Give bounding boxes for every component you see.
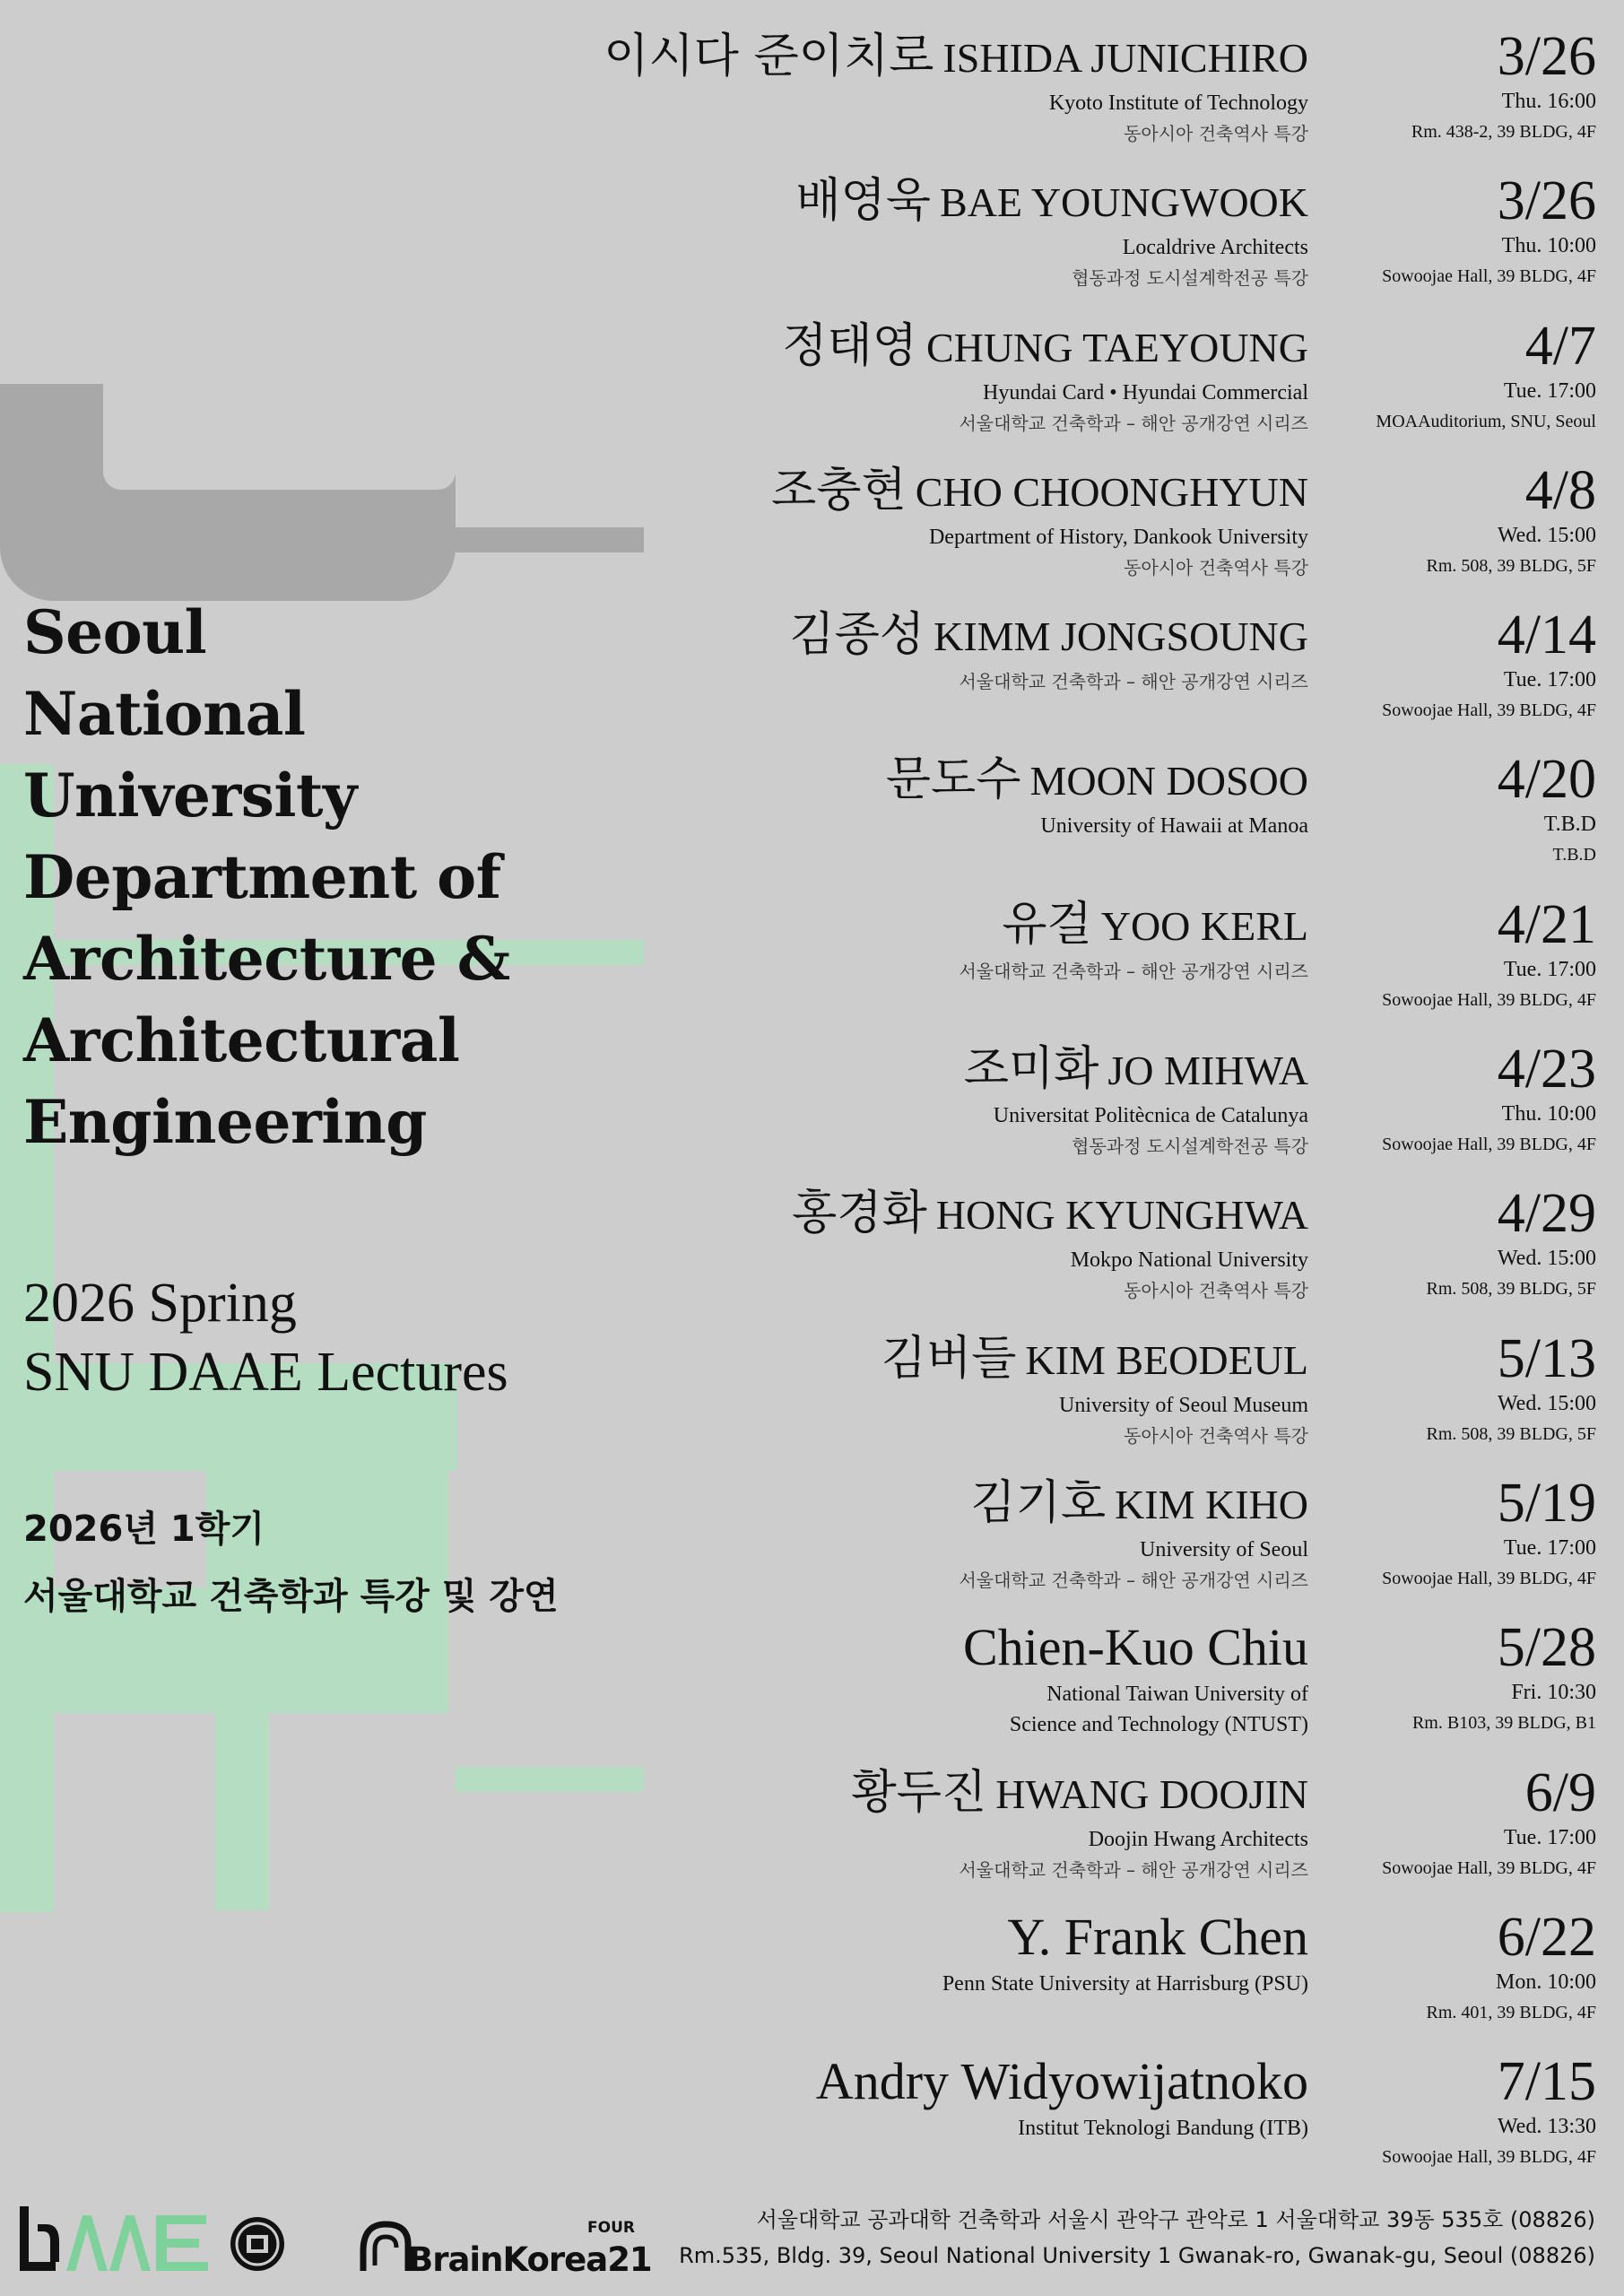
department-line: Architectural [23, 1005, 460, 1075]
speaker-name-english: HONG KYUNGHWA [935, 1192, 1308, 1239]
speaker-name-english: Andry Widyowijatnoko [815, 2052, 1308, 2111]
speaker-name-korean: 조충현 [771, 463, 907, 517]
lecture-time: Thu. 16:00 [1501, 90, 1596, 113]
speaker-affiliation: University of Seoul [1140, 1537, 1308, 1561]
lecture-time: Fri. 10:30 [1511, 1681, 1596, 1705]
lecture-series: 협동과정 도시설계학전공 특강 [1072, 267, 1308, 290]
lecture-entry [502, 1618, 1596, 1762]
snu-emblem-icon [230, 2217, 284, 2271]
lecture-time: Mon. 10:00 [1495, 1970, 1596, 1994]
speaker-affiliation: National Taiwan University of [1046, 1683, 1308, 1707]
brainkorea-head-icon [363, 2224, 408, 2271]
korean-title [23, 1496, 559, 1631]
lecture-date: 3/26 [1497, 26, 1596, 87]
speaker-affiliation: Mokpo National University [1070, 1248, 1308, 1273]
lecture-series: 동아시아 건축역사 특강 [1124, 1424, 1308, 1447]
speaker-name [501, 750, 1308, 811]
speaker-affiliation: Localdrive Architects [1122, 236, 1308, 260]
lecture-speaker-info [501, 1184, 1308, 1306]
lecture-entry [502, 27, 1596, 171]
address-korean: 서울대학교 공과대학 건축학과 서울시 관악구 관악로 1 서울대학교 39동 535호 (08826) [756, 2207, 1595, 2232]
speaker-name-english: BAE YOUNGWOOK [940, 179, 1308, 226]
lecture-entry [502, 895, 1596, 1039]
lecture-speaker-info [501, 171, 1308, 293]
lecture-entry [502, 2052, 1596, 2196]
speaker-name-korean: 조미화 [963, 1042, 1099, 1097]
speaker-affiliation: Doojin Hwang Architects [1088, 1827, 1308, 1851]
lecture-speaker-info [501, 605, 1308, 697]
speaker-name [501, 895, 1308, 956]
lecture-room: Sowoojae Hall, 39 BLDG, 4F [1382, 266, 1596, 287]
lecture-schedule [1318, 750, 1596, 870]
department-line: National [23, 679, 306, 749]
speaker-name-english: ISHIDA JUNICHIRO [942, 35, 1308, 81]
lecture-entry [502, 750, 1596, 894]
lecture-time: Tue. 17:00 [1503, 957, 1596, 981]
speaker-name-english: Chien-Kuo Chiu [962, 1618, 1308, 1677]
lecture-date: 6/9 [1524, 1761, 1596, 1823]
korean-title-line: 서울대학교 건축학과 특강 및 강연 [23, 1576, 559, 1617]
lecture-schedule [1318, 1908, 1596, 2028]
speaker-name [501, 2052, 1308, 2113]
lecture-date: 5/13 [1497, 1327, 1596, 1389]
lecture-room: Sowoojae Hall, 39 BLDG, 4F [1382, 1568, 1596, 1588]
address-footer [679, 2202, 1595, 2274]
lecture-speaker-info [501, 1329, 1308, 1451]
lecture-room: Rm. 401, 39 BLDG, 4F [1426, 2002, 1596, 2022]
lecture-series: 동아시아 건축역사 특강 [1124, 1280, 1308, 1302]
lecture-entry [502, 1329, 1596, 1474]
speaker-affiliation: Universitat Politècnica de Catalunya [993, 1104, 1308, 1128]
speaker-name-korean: 김기호 [970, 1475, 1107, 1530]
speaker-name-english: YOO KERL [1100, 902, 1308, 949]
speaker-affiliation: Penn State University at Harrisburg (PSU) [942, 1971, 1308, 1996]
four-logo-text: FOUR [587, 2219, 635, 2237]
lecture-series: 서울대학교 건축학과 – 해안 공개강연 시리즈 [959, 671, 1308, 693]
lecture-room: Rm. 438-2, 39 BLDG, 4F [1411, 122, 1596, 142]
lecture-time: Wed. 15:00 [1497, 523, 1596, 547]
speaker-name [501, 1184, 1308, 1245]
speaker-name [501, 605, 1308, 666]
lecture-time: Wed. 13:30 [1497, 2115, 1596, 2139]
department-line: University [23, 761, 357, 831]
lecture-series: 협동과정 도시설계학전공 특강 [1072, 1135, 1308, 1158]
lecture-schedule [1318, 2052, 1596, 2172]
lecture-entry [502, 1908, 1596, 2052]
lecture-schedule [1318, 1763, 1596, 1883]
lecture-entry [502, 1763, 1596, 1908]
lecture-date: 4/21 [1497, 893, 1596, 955]
lecture-date: 4/7 [1524, 315, 1596, 377]
department-line: Architecture & [23, 924, 510, 994]
lecture-schedule [1318, 1184, 1596, 1304]
speaker-name [501, 1908, 1308, 1969]
lecture-entry [502, 1184, 1596, 1328]
lecture-schedule [1318, 317, 1596, 437]
lecture-series: 서울대학교 건축학과 – 해안 공개강연 시리즈 [959, 960, 1308, 982]
lecture-room: Rm. B103, 39 BLDG, B1 [1411, 1713, 1596, 1734]
speaker-affiliation: Institut Teknologi Bandung (ITB) [1018, 2117, 1308, 2141]
speaker-affiliation: Hyundai Card • Hyundai Commercial [983, 380, 1308, 404]
speaker-name [501, 1763, 1308, 1824]
lecture-series: 서울대학교 건축학과 – 해안 공개강연 시리즈 [959, 1858, 1308, 1881]
speaker-affiliation: University of Hawaii at Manoa [1040, 814, 1308, 839]
lecture-series: 동아시아 건축역사 특강 [1124, 556, 1308, 578]
lecture-speaker-info [501, 1763, 1308, 1885]
speaker-affiliation: Science and Technology (NTUST) [1009, 1713, 1308, 1737]
lecture-speaker-info [501, 1474, 1308, 1596]
speaker-name-english: CHO CHOONGHYUN [915, 468, 1308, 515]
lecture-series: 서울대학교 건축학과 – 해안 공개강연 시리즈 [959, 412, 1308, 434]
lecture-room: Sowoojae Hall, 39 BLDG, 4F [1382, 700, 1596, 721]
lecture-speaker-info [501, 27, 1308, 149]
speaker-name-korean: 김종성 [789, 608, 925, 663]
season-line: 2026 Spring [23, 1273, 297, 1334]
lecture-time: Wed. 15:00 [1497, 1391, 1596, 1415]
korean-title-line: 2026년 1학기 [23, 1509, 265, 1550]
lecture-schedule [1318, 1618, 1596, 1738]
lecture-speaker-info [501, 895, 1308, 987]
lecture-speaker-info [501, 750, 1308, 841]
lecture-entry [502, 1474, 1596, 1618]
lecture-room: Sowoojae Hall, 39 BLDG, 4F [1382, 989, 1596, 1010]
speaker-name-english: KIM KIHO [1115, 1481, 1308, 1527]
lecture-schedule [1318, 171, 1596, 291]
lecture-time: Tue. 17:00 [1503, 668, 1596, 692]
lecture-speaker-info [501, 1618, 1308, 1740]
speaker-name-english: HWANG DOOJIN [995, 1770, 1308, 1817]
gray-graphic-cutout [103, 384, 456, 490]
lecture-date: 4/20 [1497, 749, 1596, 811]
speaker-name-korean: 배영욱 [795, 174, 932, 229]
lecture-time: T.B.D [1543, 813, 1596, 837]
lecture-date: 4/23 [1497, 1039, 1596, 1100]
speaker-name [501, 27, 1308, 88]
lecture-speaker-info [501, 2052, 1308, 2144]
lecture-date: 4/29 [1497, 1183, 1596, 1245]
season-line: SNU DAAE Lectures [23, 1342, 508, 1403]
lecture-date: 6/22 [1497, 1906, 1596, 1968]
lecture-schedule [1318, 461, 1596, 581]
speaker-name-english: Y. Frank Chen [1007, 1907, 1308, 1966]
lecture-time: Thu. 10:00 [1501, 234, 1596, 258]
speaker-name-korean: 이시다 준이치로 [604, 30, 934, 83]
daae-logo [20, 2206, 208, 2271]
speaker-name [501, 317, 1308, 378]
lecture-speaker-info [501, 461, 1308, 583]
lecture-entry [502, 605, 1596, 750]
brainkorea-logo-text: BrainKorea21 [408, 2240, 652, 2279]
speaker-name-korean: 황두진 [851, 1765, 987, 1820]
logo-bar [0, 2188, 682, 2287]
speaker-name [501, 1329, 1308, 1390]
lecture-room: Sowoojae Hall, 39 BLDG, 4F [1382, 1135, 1596, 1155]
lecture-room: MOAAuditorium, SNU, Seoul [1376, 411, 1596, 431]
lecture-schedule [1318, 895, 1596, 1015]
lecture-schedule [1318, 1329, 1596, 1449]
speaker-name-korean: 김버들 [881, 1331, 1017, 1386]
speaker-name-korean: 정태영 [782, 318, 917, 373]
lecture-series: 서울대학교 건축학과 – 해안 공개강연 시리즈 [959, 1569, 1308, 1591]
speaker-name [501, 171, 1308, 232]
speaker-affiliation: Department of History, Dankook University [928, 525, 1308, 549]
lecture-schedule [1318, 605, 1596, 726]
lecture-room: Sowoojae Hall, 39 BLDG, 4F [1382, 2147, 1596, 2168]
lecture-schedule [1318, 1039, 1596, 1160]
speaker-name-english: MOON DOSOO [1029, 758, 1308, 804]
department-title [23, 592, 510, 1163]
lecture-date: 4/8 [1524, 459, 1596, 521]
speaker-name [501, 1474, 1308, 1535]
lecture-time: Tue. 17:00 [1503, 1535, 1596, 1560]
lecture-series: 동아시아 건축역사 특강 [1124, 123, 1308, 144]
speaker-name [501, 461, 1308, 522]
lecture-date: 5/28 [1497, 1617, 1596, 1679]
lecture-speaker-info [501, 1908, 1308, 1999]
lecture-date: 3/26 [1497, 170, 1596, 232]
speaker-name [501, 1039, 1308, 1100]
lecture-entry [502, 317, 1596, 461]
department-line: Engineering [23, 1087, 427, 1157]
lecture-speaker-info [501, 1039, 1308, 1161]
speaker-name-korean: 문도수 [885, 752, 1021, 807]
lecture-time: Tue. 17:00 [1503, 1825, 1596, 1849]
speaker-name-korean: 유걸 [1002, 897, 1092, 952]
lecture-list [502, 27, 1596, 2196]
lecture-entry [502, 461, 1596, 605]
lecture-schedule [1318, 27, 1596, 147]
green-graphic-stroke-5 [215, 1713, 269, 1910]
department-line: Department of [23, 842, 501, 912]
speaker-name [501, 1618, 1308, 1679]
lecture-room: T.B.D [1552, 845, 1596, 865]
speaker-name-english: KIM BEODEUL [1025, 1336, 1308, 1383]
lecture-room: Rm. 508, 39 BLDG, 5F [1426, 1279, 1596, 1300]
lecture-room: Rm. 508, 39 BLDG, 5F [1426, 1423, 1596, 1444]
speaker-name-english: KIMM JONGSOUNG [934, 613, 1308, 660]
speaker-affiliation: University of Seoul Museum [1059, 1393, 1308, 1417]
lecture-time: Thu. 10:00 [1501, 1102, 1596, 1126]
season-title [23, 1269, 508, 1407]
lecture-entry [502, 1039, 1596, 1184]
lecture-date: 7/15 [1497, 2051, 1596, 2113]
lecture-time: Tue. 17:00 [1503, 378, 1596, 403]
speaker-name-english: JO MIHWA [1107, 1048, 1308, 1094]
lecture-room: Rm. 508, 39 BLDG, 5F [1426, 555, 1596, 576]
lecture-time: Wed. 15:00 [1497, 1247, 1596, 1271]
lecture-schedule [1318, 1474, 1596, 1594]
department-line: Seoul [23, 597, 207, 667]
speaker-name-korean: 홍경화 [792, 1187, 927, 1241]
lecture-speaker-info [501, 317, 1308, 439]
speaker-name-english: CHUNG TAEYOUNG [925, 324, 1308, 370]
lecture-room: Sowoojae Hall, 39 BLDG, 4F [1382, 1857, 1596, 1878]
speaker-affiliation: Kyoto Institute of Technology [1048, 91, 1308, 115]
lecture-entry [502, 171, 1596, 316]
lecture-date: 5/19 [1497, 1472, 1596, 1534]
address-english: Rm.535, Bldg. 39, Seoul National University 1 Gwanak-ro, Gwanak-gu, Seoul (08826) [679, 2243, 1595, 2268]
lecture-date: 4/14 [1497, 604, 1596, 666]
